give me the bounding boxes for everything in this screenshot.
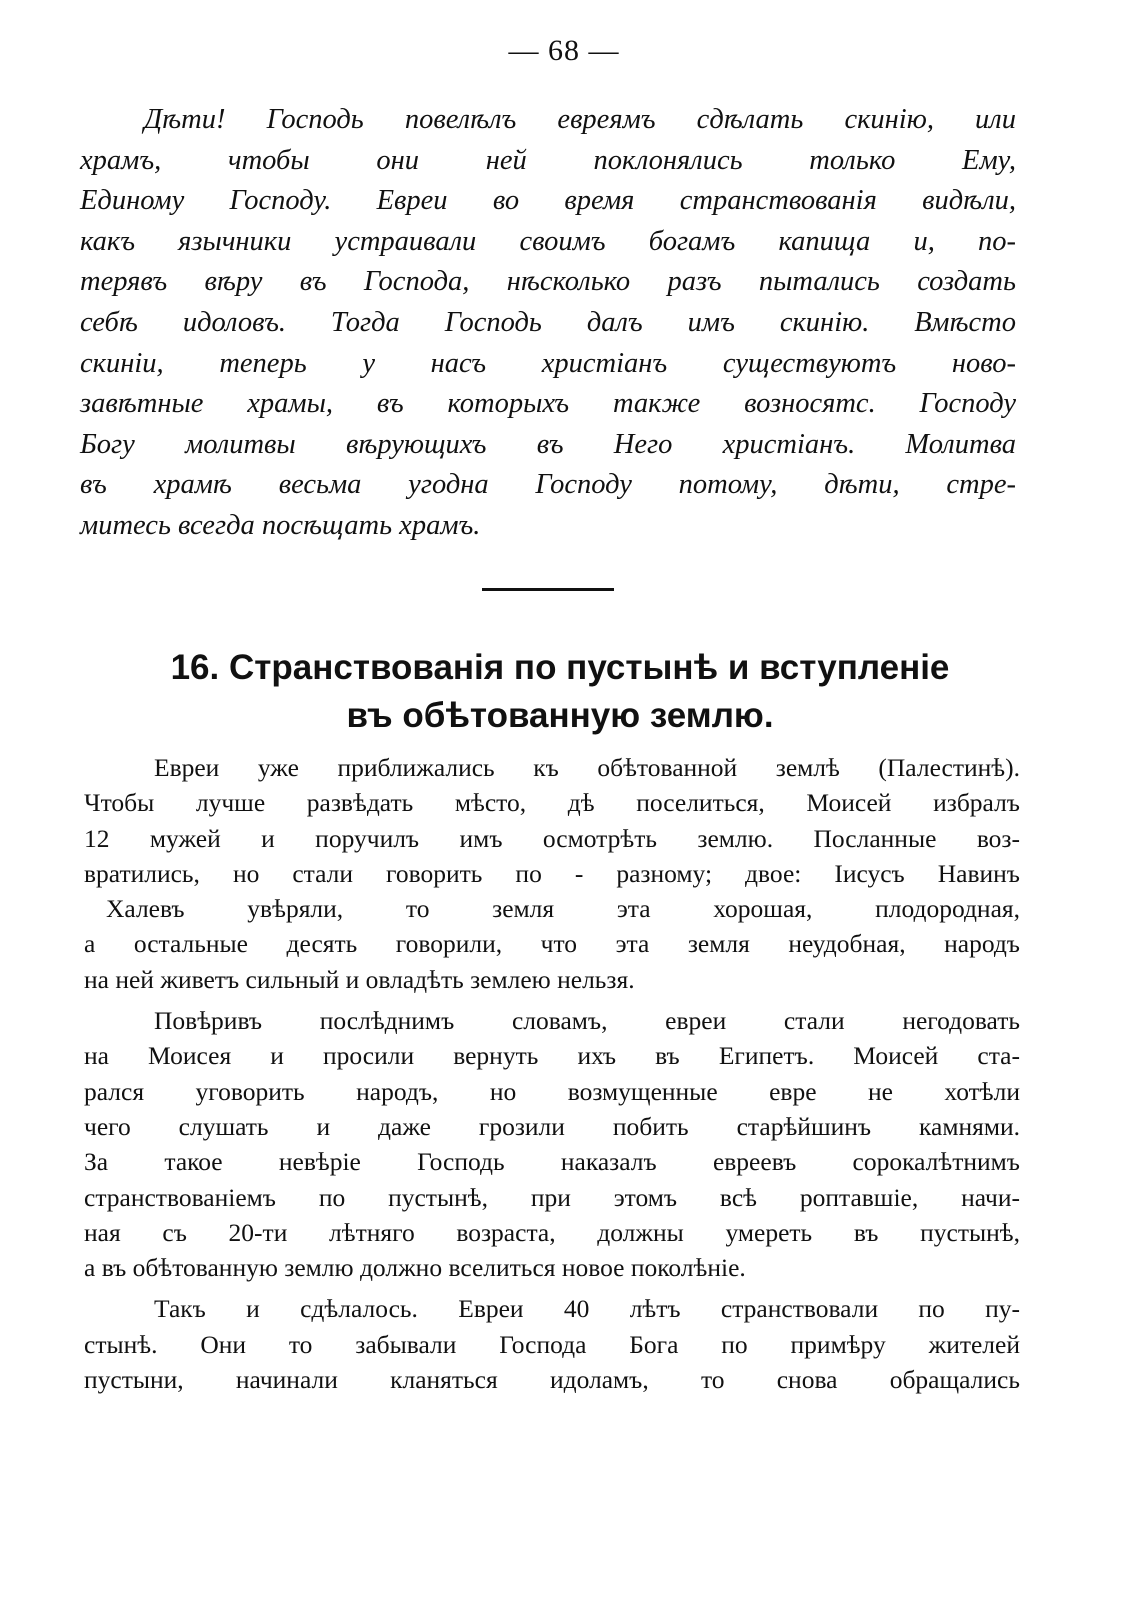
text-line: митесь всегда посѣщать храмъ. <box>80 509 481 541</box>
text-line: Халевъ увѣряли, то земля эта хорошая, плодородная, <box>106 894 1020 924</box>
intro-italic-paragraph <box>80 100 1016 547</box>
section-body <box>84 750 1020 1397</box>
text-line: рался уговорить народъ, но возмущенные евре не хотѣли <box>84 1076 1020 1106</box>
text-line: пустыни, начинали кланяться идоламъ, то снова обращались <box>84 1365 1020 1395</box>
text-line: а остальные десять говорили, что эта земля неудобная, народъ <box>84 929 1020 959</box>
section-title-line: 16. Странствованія по пустынѣ и вступленіе <box>170 648 950 687</box>
text-line: Дѣти! Господь повелѣлъ евреямъ сдѣлать скинію, или <box>144 104 1016 135</box>
text-line: храмъ, чтобы они ней поклонялись только Ему, <box>80 144 1016 176</box>
text-line: въ храмѣ весьма угодна Господу потому, дѣти, стре- <box>80 469 1016 501</box>
text-line: вратились, но стали говорить по - разному; двое: Іисусъ Навинъ <box>84 858 1020 888</box>
paragraph <box>84 750 1020 997</box>
text-line: Повѣривъ послѣднимъ словамъ, евреи стали негодовать <box>154 1006 1020 1036</box>
page-number: — 68 — <box>508 34 620 67</box>
text-line: терявъ вѣру въ Господа, нѣсколько разъ пытались создать <box>80 266 1016 298</box>
text-line: странствованіемъ по пустынѣ, при этомъ всѣ роптавшіе, начи- <box>84 1182 1020 1212</box>
text-line: стынѣ. Они то забывали Господа Бога по примѣру жителей <box>84 1329 1020 1359</box>
paragraph <box>84 1003 1020 1285</box>
text-line: Богу молитвы вѣрующихъ въ Него христіанъ. Молитва <box>80 428 1016 460</box>
text-line: а въ обѣтованную землю должно вселиться новое поколѣніе. <box>84 1253 746 1283</box>
section-title-line: въ обѣтованную землю. <box>346 696 774 735</box>
text-line: 12 мужей и поручилъ имъ осмотрѣть землю. Посланные воз- <box>84 823 1020 853</box>
text-line: себѣ идоловъ. Тогда Господь далъ имъ скинію. Вмѣсто <box>80 306 1016 338</box>
section-title <box>80 644 1040 740</box>
text-line: Такъ и сдѣлалось. Евреи 40 лѣтъ странствовали по пу- <box>154 1294 1020 1324</box>
text-line: чего слушать и даже грозили побить старѣйшинъ камнями. <box>84 1111 1020 1141</box>
text-line: ная съ 20-ти лѣтняго возраста, должны умереть въ пустынѣ, <box>84 1217 1020 1247</box>
text-line: За такое невѣріе Господь наказалъ евреевъ сорокалѣтнимъ <box>84 1147 1020 1177</box>
text-line: Чтобы лучше развѣдать мѣсто, дѣ поселиться, Моисей избралъ <box>84 788 1020 818</box>
section-divider <box>482 588 614 591</box>
paragraph <box>84 1291 1020 1397</box>
text-line: Евреи уже приближались къ обѣтованной землѣ (Палестинѣ). <box>154 753 1020 782</box>
text-line: на Моисея и просили вернуть ихъ въ Египетъ. Моисей ста- <box>84 1041 1020 1071</box>
text-line: Единому Господу. Евреи во время странствованія видѣли, <box>80 185 1016 217</box>
text-line: завѣтные храмы, въ которыхъ также возносятс. Господу <box>80 388 1016 420</box>
text-line: скиніи, теперь у насъ христіанъ существуютъ ново- <box>80 347 1016 379</box>
text-line: какъ язычники устраивали своимъ богамъ капища и, по- <box>80 225 1016 257</box>
text-line: на ней живетъ сильный и овладѣть землею нельзя. <box>84 964 635 994</box>
